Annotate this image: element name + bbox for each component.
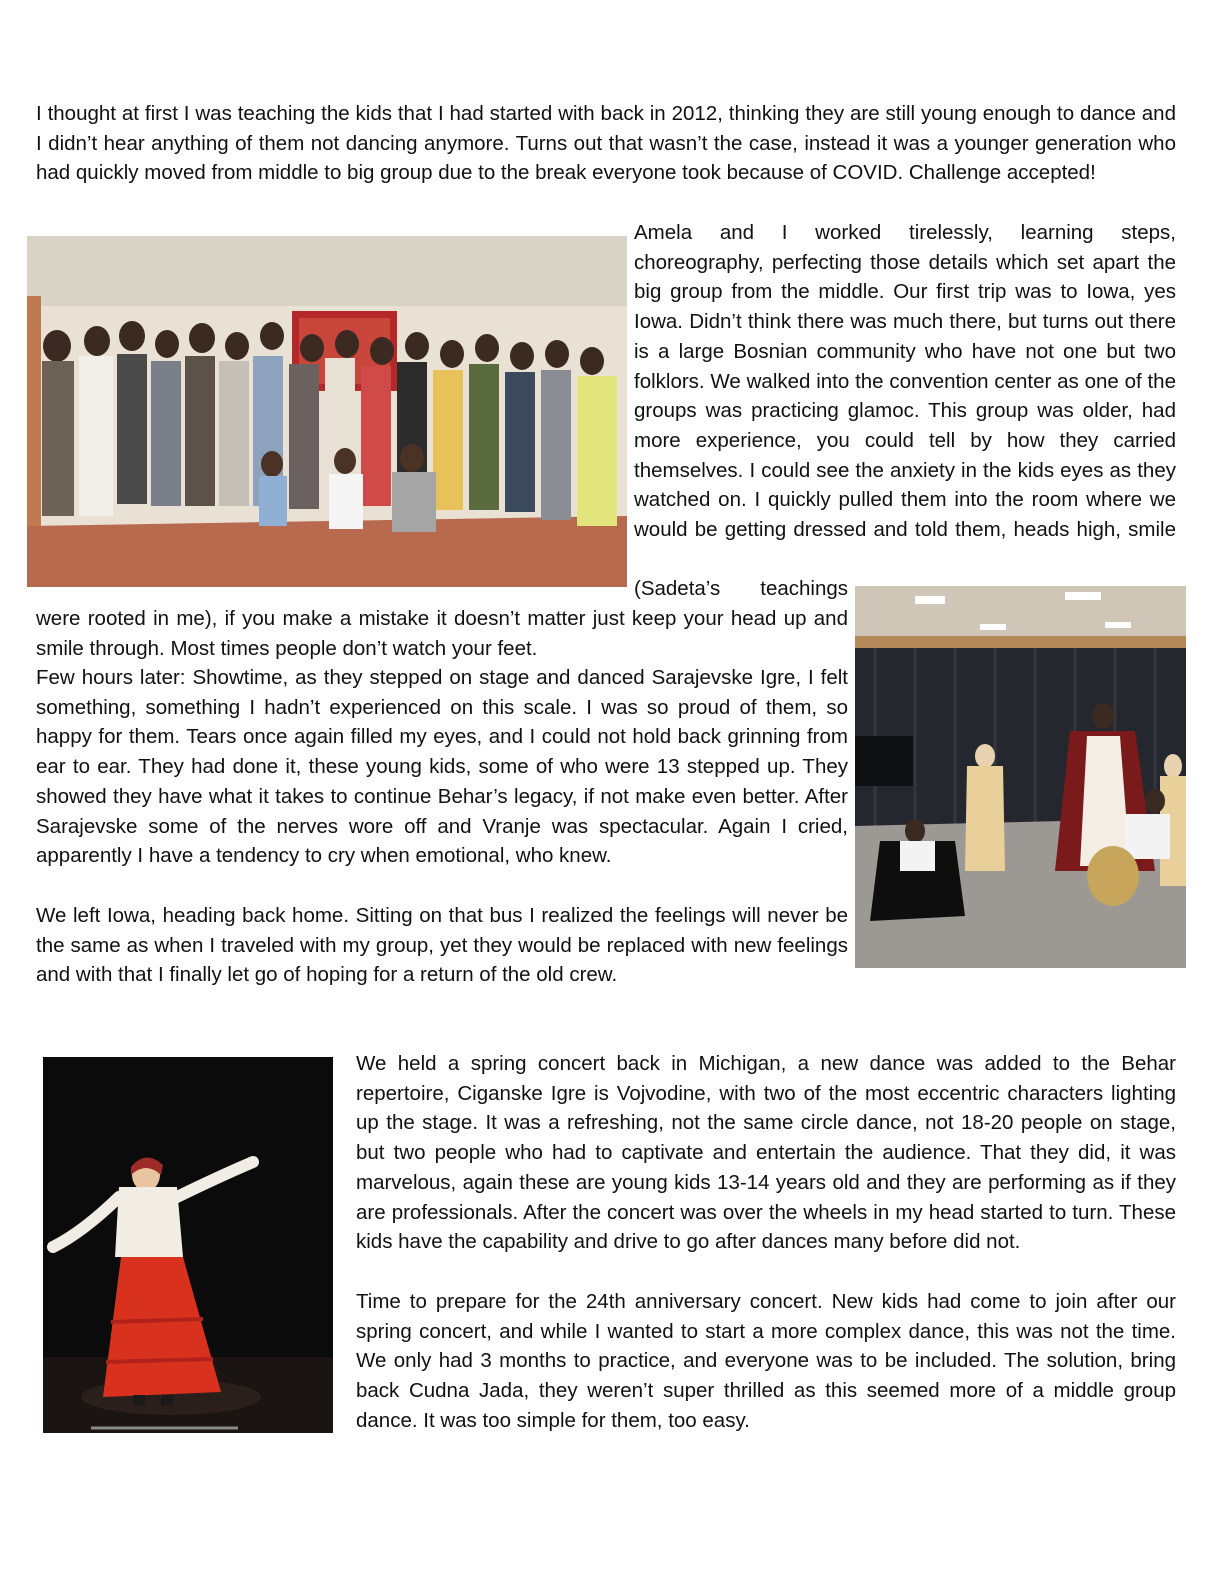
paragraph-iowa-trip: Amela and I worked tirelessly, learning steps, choreography, perfecting those details which set apart the big group from the middle. Our first trip was to Iowa, yes Iowa. Didn’t think there was much there, but turns out there is a large Bosnian community who have not one but two folklors. We walked into the convention center as one of the groups was practicing glamoc. This group was older, had more experience, you could tell by how they carried themselves. I could see the anxiety in the kids eyes as they watched on. I quickly pulled them into the room where we would be getting dressed and told them, heads high, smile bbox=[634, 221, 1176, 542]
stage-dance-photo bbox=[855, 586, 1186, 968]
paragraph-showtime: Few hours later: Showtime, as they stepped on stage and danced Sarajevske Igre, I felt something, something I hadn’t experienced on this scale. I was so proud of them, so happy for them. Tears once again filled my eyes, and I could not hold back grinning from ear to ear. They had done it, these young kids, some of who were 13 stepped up. They showed they have what it takes to continue Behar’s legacy, if not make even better. After Sarajevske some of the nerves wore off and Vranje was spectacular. Again I cried, apparently I have a tendency to cry when emotional, who knew. bbox=[36, 666, 848, 868]
paragraph-heading-home: We left Iowa, heading back home. Sitting on that bus I realized the feelings will never be the same as when I traveled with my group, yet they would be replaced with new feelings and with that I finally let go of hoping for a return of the old crew. bbox=[36, 904, 848, 987]
group-photo bbox=[27, 236, 627, 587]
stage-dance-photo-image bbox=[855, 586, 1186, 968]
group-photo-image bbox=[27, 236, 627, 587]
paragraph-spring-concert: We held a spring concert back in Michigan, a new dance was added to the Behar repertoire, Ciganske Igre is Vojvodine, with two of the most eccentric characters lighting up the stage. It was a refreshing, not the same circle dance, not 18-20 people on stage, but two people who had to captivate and entertain the audience. That they did, it was marvelous, again these are young kids 13-14 years old and they are performing as if they are professionals. After the concert was over the wheels in my head started to turn. These kids have the capability and drive to go after dances many before did not. bbox=[356, 1052, 1176, 1254]
paragraph-iowa-continued: were rooted in me), if you make a mistake it doesn’t matter just keep your head up and smile through. Most times people don’t watch your feet. bbox=[36, 607, 848, 660]
solo-dancer-photo bbox=[43, 1057, 333, 1433]
paragraph-iowa-trip-tail: (Sadeta’s teachings bbox=[634, 577, 848, 600]
paragraph-anniversary: Time to prepare for the 24th anniversary concert. New kids had come to join after our spring concert, and while I wanted to start a more complex dance, this was not the time. We only had 3 months to practice, and everyone was to be included. The solution, bring back Cudna Jada, they weren’t super thrilled as this seemed more of a middle group dance. It was too simple for them, too easy. bbox=[356, 1290, 1176, 1432]
solo-dancer-photo-image bbox=[43, 1057, 333, 1433]
paragraph-intro: I thought at first I was teaching the kids that I had started with back in 2012, thinking they are still young enough to dance and I didn’t hear anything of them not dancing anymore. Turns out that wasn’t the case, instead it was a younger generation who had quickly moved from middle to big group due to the break everyone took because of COVID. Challenge accepted! bbox=[36, 102, 1176, 185]
